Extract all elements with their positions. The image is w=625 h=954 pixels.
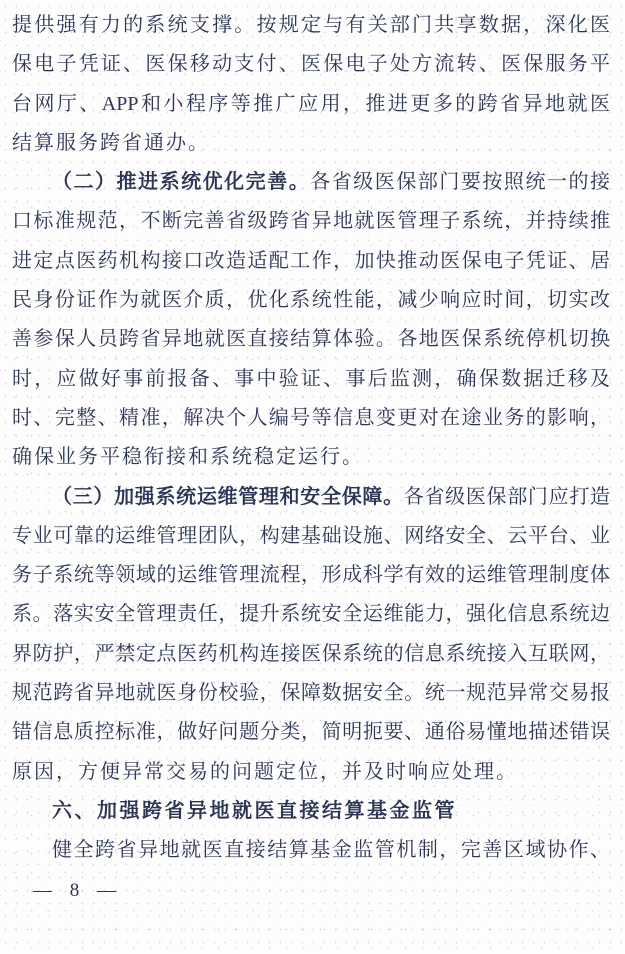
text-segment: 各省级医保部门要按照统一的接 xyxy=(310,171,611,194)
text-segment: 民身份证作为就医介质，优化系统性能，减少响应时间，切实改 xyxy=(12,289,610,312)
text-segment: 确保业务平稳衔接和系统稳定运行。 xyxy=(12,446,364,469)
text-line xyxy=(12,45,610,84)
text-segment: 保电子凭证、医保移动支付、医保电子处方流转、医保服务平 xyxy=(12,53,610,76)
text-segment: 界防护，严禁定点医药机构连接医保系统的信息系统接入互联网， xyxy=(12,642,610,665)
text-segment: 结算服务跨省通办。 xyxy=(12,131,210,154)
text-segment: 错信息质控标准，做好问题分类，简明扼要、通俗易懂地描述错误 xyxy=(12,721,610,744)
text-line xyxy=(12,753,610,792)
text-line xyxy=(12,713,610,752)
text-line xyxy=(12,124,610,163)
text-line xyxy=(12,595,610,634)
text-segment: 时，应做好事前报备、事中验证、事后监测，确保数据迁移及 xyxy=(12,367,610,390)
text-segment: 专业可靠的运维管理团队，构建基础设施、网络安全、云平台、业 xyxy=(12,524,610,547)
text-line xyxy=(12,6,610,45)
text-block xyxy=(12,6,610,871)
text-line xyxy=(12,360,610,399)
text-line xyxy=(12,163,610,202)
text-line xyxy=(12,320,610,359)
text-segment: 原因，方便异常交易的问题定位，并及时响应处理。 xyxy=(12,760,518,783)
text-line xyxy=(12,635,610,674)
text-segment: 时、完整、精准，解决个人编号等信息变更对在途业务的影响， xyxy=(12,406,610,429)
text-line xyxy=(12,556,610,595)
text-line xyxy=(12,831,610,870)
text-segment: 系。落实安全管理责任，提升系统安全运维能力，强化信息系统边 xyxy=(12,603,610,626)
text-line xyxy=(12,85,610,124)
text-segment: 健全跨省异地就医直接结算基金监管机制，完善区域协作、 xyxy=(52,839,610,862)
text-line xyxy=(12,202,610,241)
text-segment: 口标准规范，不断完善省级跨省异地就医管理子系统，并持续推 xyxy=(12,210,610,233)
text-segment: （二）推进系统优化完善。 xyxy=(52,171,311,194)
text-line xyxy=(12,399,610,438)
text-segment: 善参保人员跨省异地就医直接结算体验。各地医保系统停机切换 xyxy=(12,328,610,351)
text-segment: 台网厅、APP和小程序等推广应用，推进更多的跨省异地就医 xyxy=(12,92,610,115)
text-segment: 进定点医药机构接口改造适配工作，加快推动医保电子凭证、居 xyxy=(12,249,610,272)
text-line xyxy=(12,242,610,281)
text-segment: 六、加强跨省异地就医直接结算基金监管 xyxy=(52,799,457,822)
text-segment: 提供强有力的系统支撑。按规定与有关部门共享数据，深化医 xyxy=(12,14,610,36)
text-line xyxy=(12,674,610,713)
text-line xyxy=(12,517,610,556)
text-line xyxy=(12,438,610,477)
text-segment: （三）加强系统运维管理和安全保障。 xyxy=(52,485,404,508)
text-segment: 规范跨省异地就医身份校验，保障数据安全。统一规范异常交易报 xyxy=(12,682,610,705)
text-line xyxy=(12,478,610,517)
text-line xyxy=(12,281,610,320)
section-heading xyxy=(12,792,610,831)
page-number: — 8 — xyxy=(33,880,118,901)
text-segment: 各省级医保部门应打造 xyxy=(403,485,611,508)
text-segment: 务子系统等领域的运维管理流程，形成科学有效的运维管理制度体 xyxy=(12,564,610,587)
